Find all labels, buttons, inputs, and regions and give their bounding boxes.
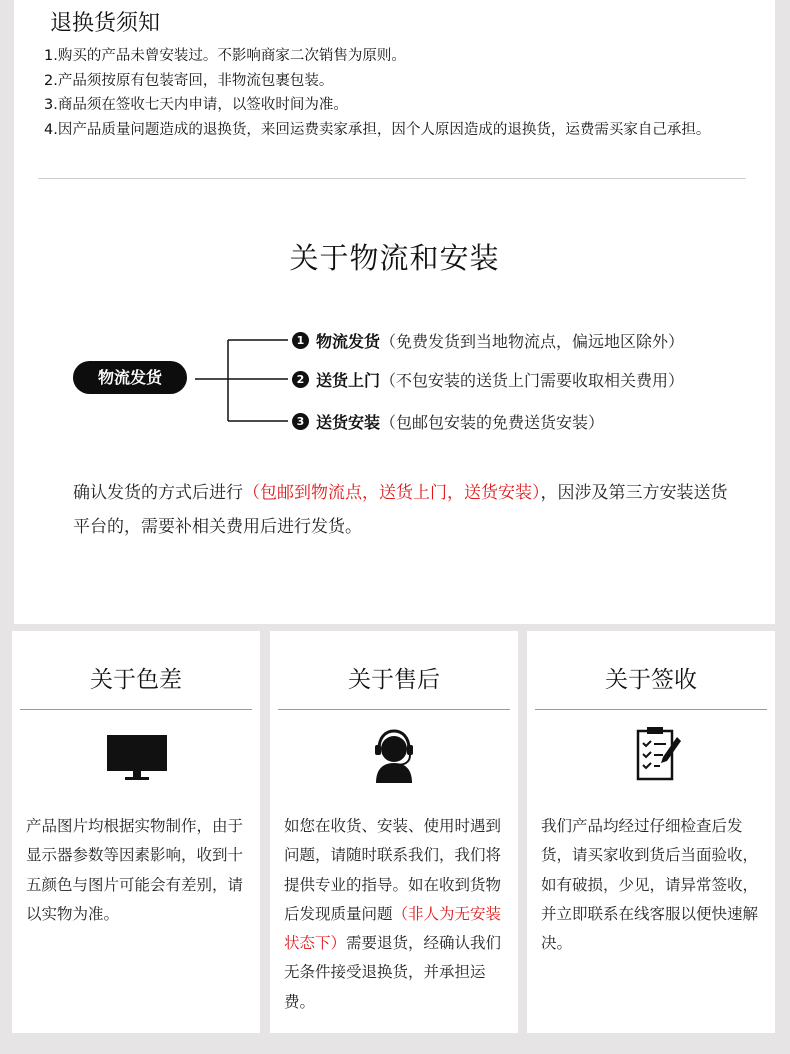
card-title: 关于签收 [605, 667, 697, 693]
policy-item: 2.产品须按原有包装寄回，非物流包裹包装。 [44, 72, 334, 89]
notice-highlight: （包邮到物流点，送货上门，送货安装） [243, 483, 541, 503]
card-text: 如您在收货、安装、使用时遇到问题，请随时联系我们，我们将提供专业的指导。如在收到货物后发现质量问题（非人为无安装状态下）需要退货，经确认我们无条件接受退换货，并承担运费。 [284, 817, 502, 1011]
branch-label: 物流发货 [316, 331, 381, 351]
branch-note: （包邮包安装的免费送货安装） [380, 412, 605, 432]
branch-delivery-install [292, 409, 604, 433]
branch-door-delivery [292, 367, 684, 391]
card-title: 关于售后 [348, 667, 440, 693]
top-panel [14, 0, 775, 624]
branch-label: 送货安装 [316, 412, 381, 432]
branch-logistics [292, 328, 684, 352]
policy-title: 退换货须知 [50, 11, 161, 36]
policy-list [44, 44, 710, 142]
shipping-notice: 确认发货的方式后进行（包邮到物流点，送货上门，送货安装），因涉及第三方安装送货平台的，需要补相关费用后进行发货。 [73, 483, 728, 537]
shipping-root-pill: 物流发货 [73, 361, 187, 394]
number-badge: 3 [292, 413, 309, 430]
card-text: 产品图片均根据实物制作，由于显示器参数等因素影响，收到十五颜色与图片可能会有差别，请以实物为准。 [26, 817, 244, 923]
clipboard-check-icon [527, 725, 775, 785]
card-divider [278, 709, 510, 710]
card-divider [20, 709, 252, 710]
logistics-title: 关于物流和安装 [289, 241, 500, 275]
customer-service-icon [270, 725, 518, 785]
number-badge: 2 [292, 371, 309, 388]
branch-label: 送货上门 [316, 370, 381, 390]
policy-item: 1.购买的产品未曾安装过。不影响商家二次销售为原则。 [44, 48, 406, 64]
card-text-highlight: （非人为无安装状态下） [284, 904, 502, 953]
number-badge: 1 [292, 332, 309, 349]
card-text: 我们产品均经过仔细检查后发货，请买家收到货后当面验收，如有破损，少见，请异常签收，并立即联系在线客服以便快速解决。 [541, 817, 759, 953]
branch-note: （免费发货到当地物流点，偏远地区除外） [380, 331, 685, 351]
divider [38, 178, 746, 179]
card-color-difference [12, 631, 260, 1033]
card-sign-for [527, 631, 775, 1033]
monitor-icon [12, 725, 260, 785]
card-divider [535, 709, 767, 710]
policy-item: 4.因产品质量问题造成的退换货，来回运费卖家承担，因个人原因造成的退换货，运费需买家自己承担。 [44, 121, 711, 138]
card-title: 关于色差 [90, 667, 182, 693]
policy-item: 3.商品须在签收七天内申请，以签收时间为准。 [44, 97, 348, 113]
branch-note: （不包安装的送货上门需要收取相关费用） [380, 370, 685, 390]
card-after-sales [270, 631, 518, 1033]
